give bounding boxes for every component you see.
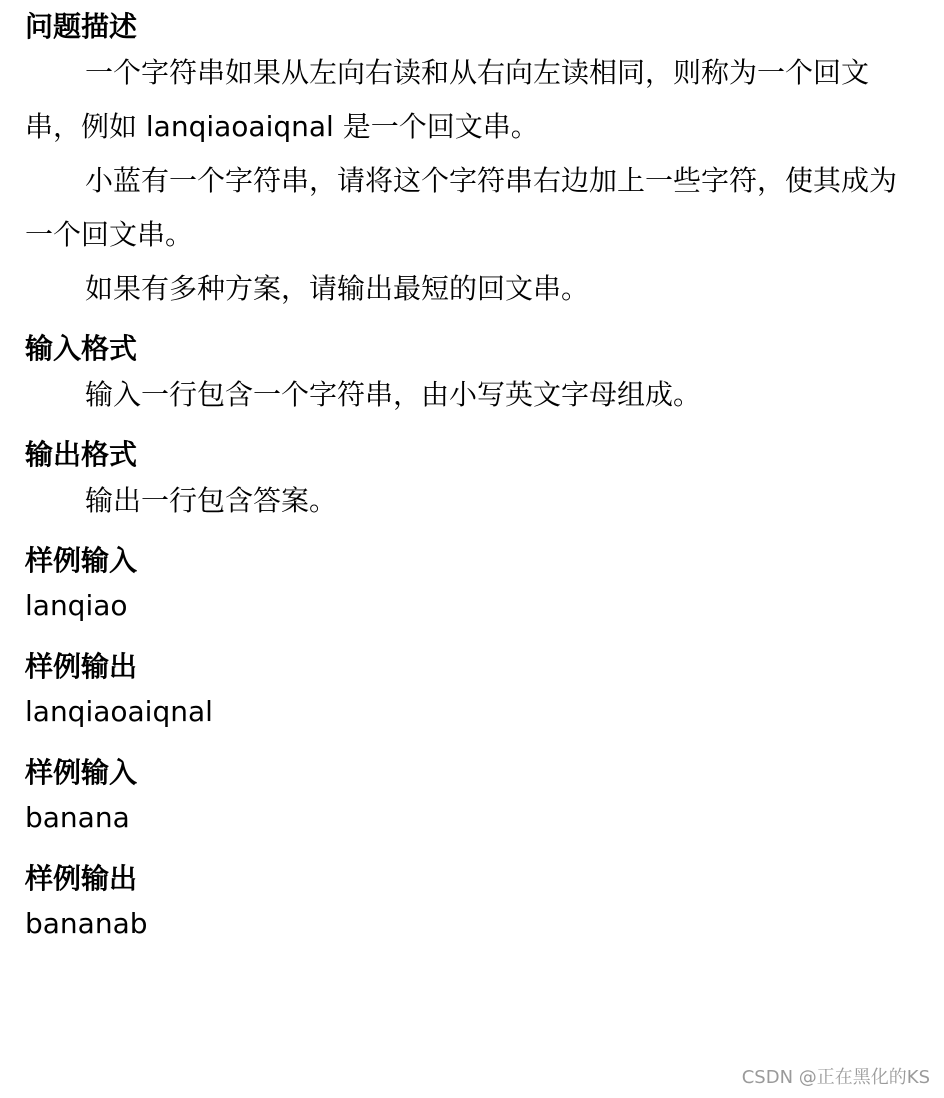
output-format-section bbox=[25, 436, 905, 528]
output-format-heading: 输出格式 bbox=[25, 438, 138, 471]
problem-description-paragraph-2: 小蓝有一个字符串，请将这个字符串右边加上一些字符，使其成为一个回文串。 bbox=[25, 164, 898, 251]
input-format-heading: 输入格式 bbox=[25, 332, 138, 365]
problem-description-section bbox=[25, 8, 905, 316]
output-format-text: 输出一行包含答案。 bbox=[85, 484, 338, 517]
sample-input-2-text: banana bbox=[25, 801, 130, 834]
problem-description-paragraph-3: 如果有多种方案，请输出最短的回文串。 bbox=[85, 272, 590, 305]
csdn-watermark: CSDN @正在黑化的KS bbox=[741, 1067, 930, 1088]
sample-output-1-text: lanqiaoaiqnal bbox=[25, 695, 213, 728]
input-format-section bbox=[25, 330, 905, 422]
input-format-text: 输入一行包含一个字符串，由小写英文字母组成。 bbox=[85, 378, 702, 411]
sample-input-1-section bbox=[25, 542, 905, 626]
sample-output-1-section bbox=[25, 648, 905, 732]
sample-input-2-section bbox=[25, 754, 905, 838]
problem-document bbox=[25, 8, 905, 944]
sample-input-1-text: lanqiao bbox=[25, 589, 128, 622]
sample-output-2-section bbox=[25, 860, 905, 944]
problem-description-heading: 问题描述 bbox=[25, 10, 138, 43]
sample-output-2-heading: 样例输出 bbox=[25, 862, 138, 895]
problem-description-paragraph-1: 一个字符串如果从左向右读和从右向左读相同，则称为一个回文串，例如 lanqiaoaiqnal 是一个回文串。 bbox=[25, 56, 870, 143]
sample-output-1-heading: 样例输出 bbox=[25, 650, 138, 683]
sample-output-2-text: bananab bbox=[25, 907, 148, 940]
sample-input-2-heading: 样例输入 bbox=[25, 756, 138, 789]
sample-input-1-heading: 样例输入 bbox=[25, 544, 138, 577]
